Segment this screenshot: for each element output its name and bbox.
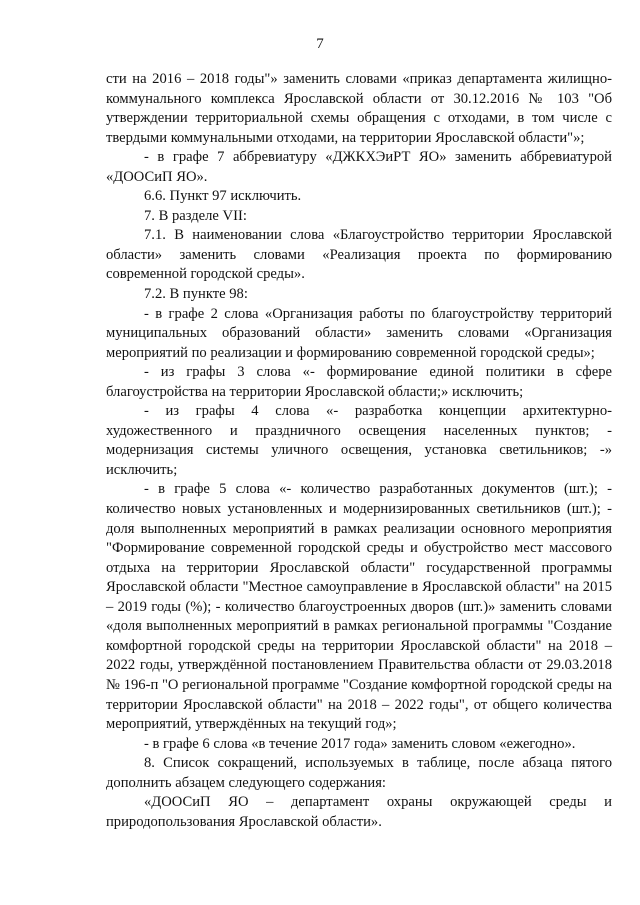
paragraph: - в графе 5 слова «- количество разработанных документов (шт.); - количество новых установленных и модернизированных светильников (шт.); - доля выполненных мероприятий в рамках реализации основного мероприятия "Формирование современной городской среды и обустройство мест массового отдыха на территории Ярославской области" государственной программы Ярославской области "Местное самоуправление в Ярославской области" на 2015 – 2019 годы (%); - количество благоустроенных дворов (шт.)» заменить словами «доля выполненных мероприятий в рамках региональной программы "Создание комфортной городской среды на территории Ярославской области" на 2018 – 2022 годы, утверждённой постановлением Правительства области от 29.03.2018 № 196-п "О региональной программе "Создание комфортной городской среды на территории Ярославской области" на 2018 – 2022 годы", от общего количества мероприятий, утверждённых на текущий год»; — [106, 481, 612, 733]
paragraph: - в графе 6 слова «в течение 2017 года» заменить словом «ежегодно». — [144, 735, 576, 752]
paragraph: сти на 2016 – 2018 годы"» заменить словами «приказ департамента жилищно-коммунального комплекса Ярославской области от 30.12.2016 № 103 "Об утверждении территориальной схемы обращения с отходами, в том числе с твердыми коммунальными отходами, на территории Ярославской области"»; — [106, 71, 612, 146]
paragraph: 7. В разделе VII: — [144, 207, 247, 224]
paragraph: 6.6. Пункт 97 исключить. — [144, 188, 302, 205]
paragraph: - в графе 7 аббревиатуру «ДЖКХЭиРТ ЯО» заменить аббревиатурой «ДООСиП ЯО». — [106, 149, 612, 185]
paragraph: - из графы 3 слова «- формирование единой политики в сфере благоустройства на территории Ярославской области;» исключить; — [106, 364, 612, 400]
paragraph: «ДООСиП ЯО – департамент охраны окружающей среды и природопользования Ярославской области». — [106, 794, 612, 830]
page-number: 7 — [316, 36, 324, 52]
paragraph: 7.2. В пункте 98: — [144, 286, 248, 303]
paragraph: 8. Список сокращений, используемых в таблице, после абзаца пятого дополнить абзацем следующего содержания: — [106, 755, 612, 791]
paragraph: - из графы 4 слова «- разработка концепции архитектурно-художественного и праздничного освещения населенных пунктов; - модернизация системы уличного освещения, установка светильников; -» исключить; — [106, 403, 612, 478]
paragraph: - в графе 2 слова «Организация работы по благоустройству территорий муниципальных образований области» заменить словами «Организация мероприятий по реализации и формированию современной городской среды»; — [106, 305, 612, 361]
paragraph: 7.1. В наименовании слова «Благоустройство территории Ярославской области» заменить словами «Реализация проекта по формированию современной городской среды». — [106, 227, 612, 283]
document-body — [106, 70, 612, 832]
